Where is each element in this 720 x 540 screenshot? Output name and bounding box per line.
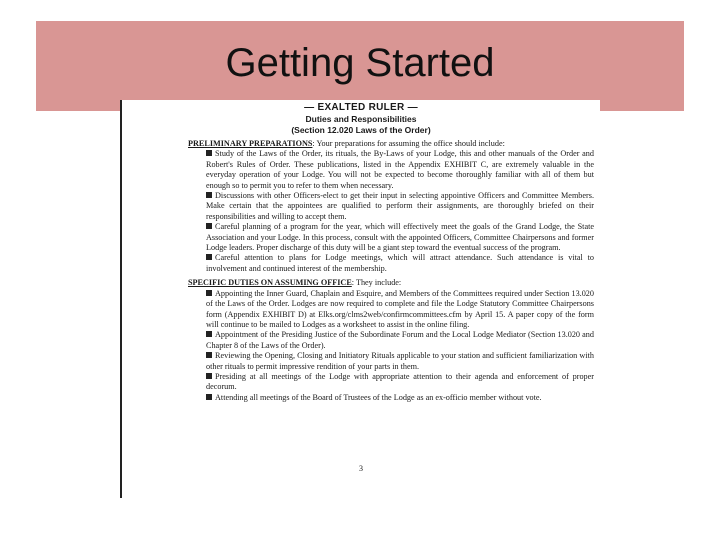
document-subtitle: Duties and Responsibilities: [305, 114, 417, 124]
square-bullet-icon: [206, 290, 212, 296]
section-heading: [188, 139, 594, 149]
title-bar: [36, 21, 684, 111]
list-item: [206, 289, 594, 331]
preliminary-heading: PRELIMINARY PREPARATIONS: [188, 139, 313, 148]
list-item-text: Careful planning of a program for the year, which will effectively meet the goals of the Grand Lodge, the State Association and your Lodge. In this process, consult with the appointed Officers, Committee Chairpersons and former Lodge leaders. Proper discharge of this duty will be a giant step toward the eventual success of the program.: [206, 222, 594, 253]
list-item: [206, 330, 594, 351]
list-item: [206, 149, 594, 191]
specific-section: [188, 278, 594, 403]
square-bullet-icon: [206, 254, 212, 260]
page-number: 3: [359, 464, 363, 473]
square-bullet-icon: [206, 223, 212, 229]
preliminary-section: [188, 139, 594, 274]
specific-intro: : They include:: [351, 278, 402, 288]
square-bullet-icon: [206, 150, 212, 156]
square-bullet-icon: [206, 192, 212, 198]
list-item: [206, 393, 594, 403]
list-item-text: Presiding at all meetings of the Lodge with appropriate attention to their agenda and enforcement of proper decorum.: [206, 371, 594, 392]
list-item: [206, 372, 594, 393]
square-bullet-icon: [206, 352, 212, 358]
document-scan: [120, 100, 600, 498]
list-item: [206, 253, 594, 274]
section-heading: [188, 278, 594, 288]
document-section-ref: (Section 12.020 Laws of the Order): [291, 125, 431, 135]
document-header: [122, 102, 600, 135]
list-item-text: Study of the Laws of the Order, its rituals, the By-Laws of your Lodge, this and other manuals of the Order and Robert's Rules of Order. These publications, listed in the Appendix EXHIBIT C, are extremely valuable in the everyday operation of your Lodge. You will not be expected to become thoroughly familiar with all of them but enough so to permit you to refer to them when necessary.: [206, 149, 594, 190]
list-item: [206, 191, 594, 222]
list-item-text: Careful attention to plans for Lodge meetings, which will attract attendance. Such attendance is vital to involvement and continued interest of the membership.: [206, 253, 594, 273]
square-bullet-icon: [206, 373, 212, 379]
list-item-text: Discussions with other Officers-elect to get their input in selecting appointive Officers and Committee Members. Make certain that the appointees are qualified to perform their assignments, are thoroughly briefed on their responsibilities and willing to accept them.: [206, 191, 594, 221]
list-item: [206, 351, 594, 372]
list-item: [206, 222, 594, 253]
document-title: — EXALTED RULER —: [304, 102, 418, 113]
list-item-text: Attending all meetings of the Board of Trustees of the Lodge as an ex-officio member without vote.: [215, 392, 542, 402]
list-item-text: Reviewing the Opening, Closing and Initiatory Rituals applicable to your station and sufficient familiarization with other rituals to permit impressive rendition of your parts in them.: [206, 351, 594, 371]
list-item-text: Appointing the Inner Guard, Chaplain and Esquire, and Members of the Committees required under Section 13.020 of the Laws of the Order. Lodges are now required to complete and file the Lodge Statutory Committee Chairpersons form (Appendix EXHIBIT D) at Elks.org/clms2web/confirmcommittees.cfm by April 15. A paper copy of the form will continue to be mailed to Lodges as a worksheet to assist in the online filing.: [206, 288, 594, 329]
square-bullet-icon: [206, 394, 212, 400]
specific-heading: SPECIFIC DUTIES ON ASSUMING OFFICE: [188, 278, 352, 288]
square-bullet-icon: [206, 331, 212, 337]
slide-title: Getting Started: [225, 41, 495, 85]
list-item-text: Appointment of the Presiding Justice of the Subordinate Forum and the Local Lodge Mediator (Section 13.020 and Chapter 8 of the Laws of the Order).: [206, 330, 594, 350]
preliminary-intro: : Your preparations for assuming the office should include:: [312, 139, 505, 148]
